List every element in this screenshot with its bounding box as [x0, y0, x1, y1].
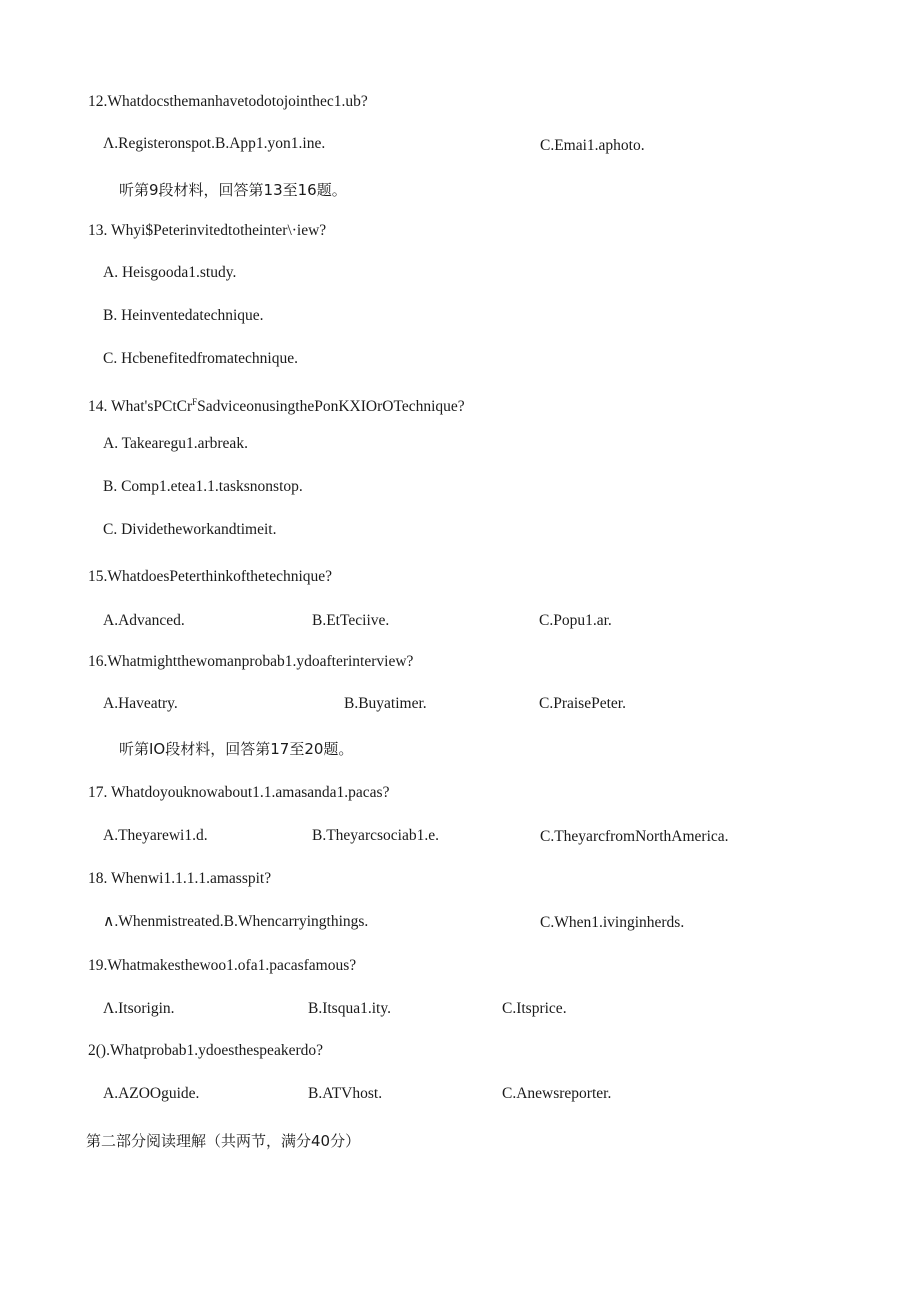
question-14-superscript: F: [192, 397, 198, 407]
question-20: 2().Whatprobab1.ydoesthespeakerdo?: [88, 1042, 323, 1059]
option-16-a: A.Haveatry.: [103, 695, 178, 712]
question-12: 12.Whatdocsthemanhavetodotojointhec1.ub?: [88, 93, 368, 110]
option-16-c: C.PraisePeter.: [539, 695, 626, 712]
question-16: 16.Whatmightthewomanprobab1.ydoafterinterview?: [88, 653, 414, 670]
section-heading-9: 听第9段材料，回答第13至16题。: [119, 181, 347, 199]
question-17: 17. Whatdoyouknowabout1.1.amasanda1.pacas?: [88, 784, 390, 801]
option-13-a: A. Heisgooda1.study.: [103, 264, 237, 281]
option-18-a-b: ∧.Whenmistreated.B.Whencarryingthings.: [103, 913, 369, 930]
option-15-b: B.EtTeciive.: [312, 612, 390, 629]
option-13-c: C. Hcbenefitedfromatechnique.: [103, 350, 298, 367]
question-14-part1: 14. What'sPCtCr: [88, 398, 193, 416]
option-20-b: B.ATVhost.: [308, 1085, 383, 1102]
question-13: 13. Whyi$Peterinvitedtotheinter\·iew?: [88, 222, 327, 239]
question-19: 19.Whatmakesthewoo1.ofa1.pacasfamous?: [88, 957, 357, 974]
option-12-c: C.Emai1.aphoto.: [540, 137, 645, 154]
option-15-a: A.Advanced.: [103, 612, 185, 629]
question-18: 18. Whenwi1.1.1.1.amasspit?: [88, 870, 272, 887]
option-19-b: B.Itsqua1.ity.: [308, 1000, 391, 1017]
option-17-a: A.Theyarewi1.d.: [103, 827, 208, 844]
option-17-b: B.Theyarcsociab1.e.: [312, 827, 439, 844]
section-heading-10: 听第IO段材料，回答第17至20题。: [119, 740, 354, 758]
question-14-part2: SadviceonusingthePonKXIOrOTechnique?: [197, 398, 465, 416]
option-14-c: C. Dividetheworkandtimeit.: [103, 521, 277, 538]
option-14-a: A. Takearegu1.arbreak.: [103, 435, 248, 452]
option-20-c: C.Anewsreporter.: [502, 1085, 612, 1102]
option-13-b: B. Heinventedatechnique.: [103, 307, 264, 324]
option-15-c: C.Popu1.ar.: [539, 612, 612, 629]
option-19-c: C.Itsprice.: [502, 1000, 567, 1017]
option-16-b: B.Buyatimer.: [344, 695, 427, 712]
option-14-b: B. Comp1.etea1.1.tasksnonstop.: [103, 478, 303, 495]
option-17-c: C.TheyarcfromNorthAmerica.: [540, 828, 729, 845]
question-14: [88, 392, 465, 417]
part-two-heading: 第二部分阅读理解（共两节，满分40分）: [86, 1132, 361, 1150]
question-15: 15.WhatdoesPeterthinkofthetechnique?: [88, 568, 333, 585]
option-19-a: Λ.Itsorigin.: [103, 1000, 175, 1017]
option-20-a: A.AZOOguide.: [103, 1085, 200, 1102]
option-12-a-b: Λ.Registeronspot.B.App1.yon1.ine.: [103, 135, 326, 152]
option-18-c: C.When1.ivinginherds.: [540, 914, 685, 931]
